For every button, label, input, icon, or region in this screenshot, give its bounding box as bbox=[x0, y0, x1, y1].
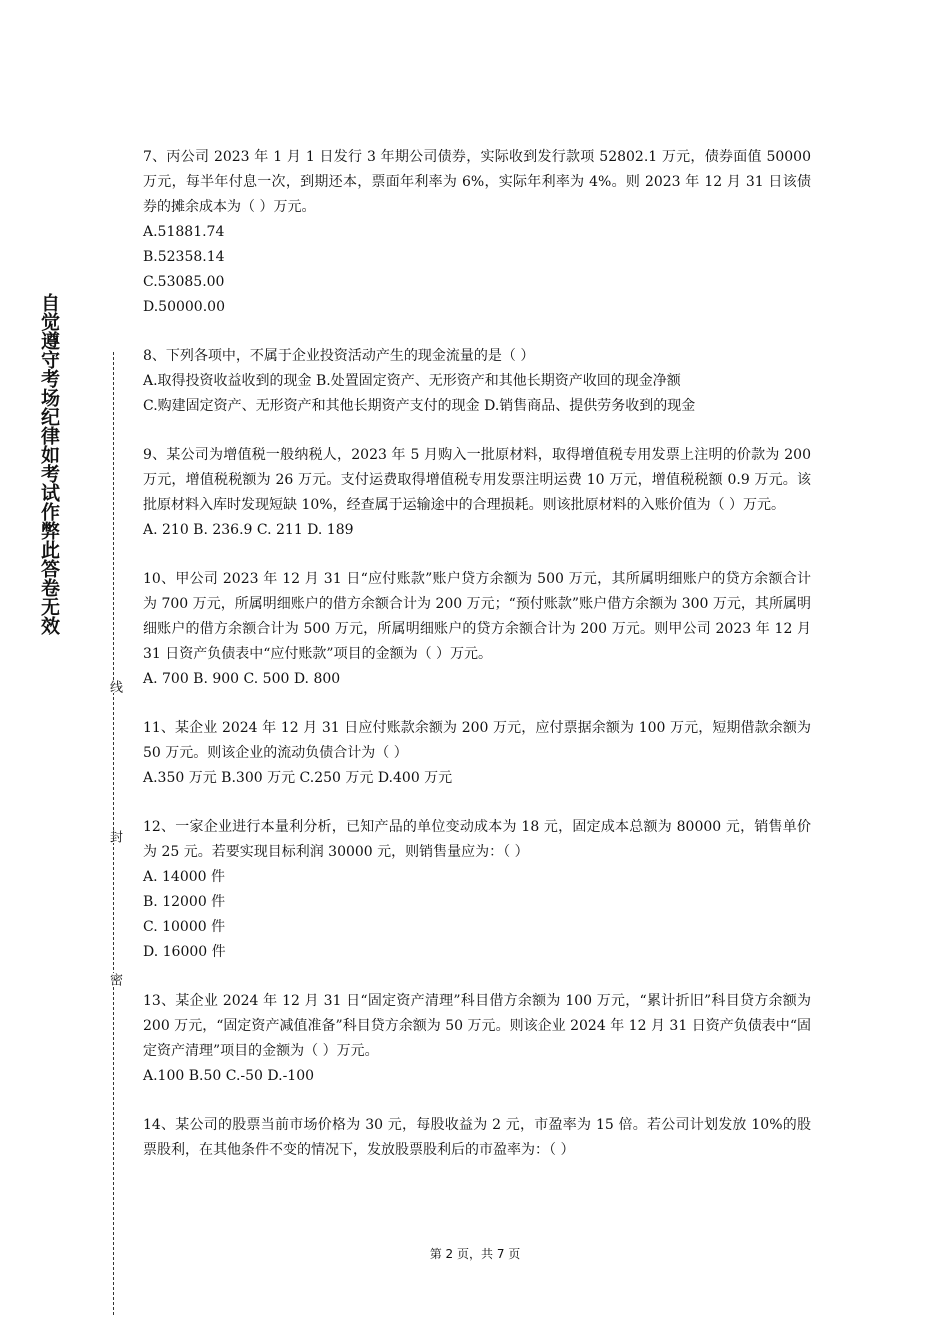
question-stem: 7、丙公司 2023 年 1 月 1 日发行 3 年期公司债券，实际收到发行款项 52802.1 万元，债券面值 50000 万元，每半年付息一次，到期还本，票面年利率为 6%，实际年利率为 4%。则 2023 年 12 月 31 日该债券的摊余成本为（ ）万元。 bbox=[143, 149, 811, 215]
binding-mark-seal: 封 bbox=[104, 830, 124, 843]
question-block bbox=[143, 1113, 811, 1163]
question-block bbox=[143, 716, 811, 791]
question-list bbox=[143, 145, 811, 1187]
question-block bbox=[143, 344, 811, 419]
question-stem: 9、某公司为增值税一般纳税人，2023 年 5 月购入一批原材料，取得增值税专用发票上注明的价款为 200 万元，增值税税额为 26 万元。支付运费取得增值税专用发票注明运费 10 万元，增值税税额 0.9 万元。该批原材料入库时发现短缺 10%，经查属于运输途中的合理损耗。则该批原材料的入账价值为（ ）万元。 bbox=[143, 447, 811, 513]
side-warning-title: 自觉遵守考场纪律如考试作弊此答卷无效 bbox=[38, 293, 60, 635]
question-stem: 13、某企业 2024 年 12 月 31 日“固定资产清理”科目借方余额为 100 万元，“累计折旧”科目贷方余额为 200 万元，“固定资产减值准备”科目贷方余额为 50 万元。则该企业 2024 年 12 月 31 日资产负债表中“固定资产清理”项目的金额为（ ）万元。 bbox=[143, 993, 811, 1059]
question-option: C.53085.00 bbox=[143, 274, 225, 290]
question-option: D. 16000 件 bbox=[143, 944, 226, 960]
question-stem: 10、甲公司 2023 年 12 月 31 日“应付账款”账户贷方余额为 500 万元，其所属明细账户的贷方余额合计为 700 万元，所属明细账户的借方余额合计为 200 万元；“预付账款”账户借方余额为 300 万元，其所属明细账户的借方余额合计为 500 万元，所属明细账户的贷方余额合计为 200 万元。则甲公司 2023 年 12 月 31 日资产负债表中“应付账款”项目的金额为（ ）万元。 bbox=[143, 571, 811, 662]
question-stem: 12、一家企业进行本量利分析，已知产品的单位变动成本为 18 元，固定成本总额为 80000 元，销售单价为 25 元。若要实现目标利润 30000 元，则销售量应为：（ ） bbox=[143, 819, 811, 860]
question-option: A. 14000 件 bbox=[143, 869, 225, 885]
question-option: B.52358.14 bbox=[143, 249, 225, 265]
question-option: A. 700 B. 900 C. 500 D. 800 bbox=[143, 671, 341, 687]
question-block bbox=[143, 145, 811, 320]
question-option: A.350 万元 B.300 万元 C.250 万元 D.400 万元 bbox=[143, 770, 453, 786]
question-block bbox=[143, 443, 811, 543]
question-block bbox=[143, 567, 811, 692]
question-stem: 14、某公司的股票当前市场价格为 30 元，每股收益为 2 元，市盈率为 15 倍。若公司计划发放 10%的股票股利，在其他条件不变的情况下，发放股票股利后的市盈率为：（ ） bbox=[143, 1117, 811, 1158]
question-option: A.取得投资收益收到的现金 B.处置固定资产、无形资产和其他长期资产收回的现金净额 bbox=[143, 373, 681, 389]
binding-mark-line: 线 bbox=[104, 680, 124, 693]
question-option: B. 12000 件 bbox=[143, 894, 226, 910]
question-block bbox=[143, 815, 811, 965]
question-option: A. 210 B. 236.9 C. 211 D. 189 bbox=[143, 522, 354, 538]
question-option: A.100 B.50 C.-50 D.-100 bbox=[143, 1068, 315, 1084]
question-stem: 11、某企业 2024 年 12 月 31 日应付账款余额为 200 万元，应付票据余额为 100 万元，短期借款余额为 50 万元。则该企业的流动负债合计为（ ） bbox=[143, 720, 811, 761]
binding-mark-secret: 密 bbox=[104, 973, 124, 986]
question-block bbox=[143, 989, 811, 1089]
page-footer: 第 2 页，共 7 页 bbox=[429, 1247, 521, 1261]
question-option: A.51881.74 bbox=[143, 224, 225, 240]
question-stem: 8、下列各项中，不属于企业投资活动产生的现金流量的是（ ） bbox=[143, 348, 535, 364]
question-option: D.50000.00 bbox=[143, 299, 225, 315]
question-option: C.购建固定资产、无形资产和其他长期资产支付的现金 D.销售商品、提供劳务收到的现金 bbox=[143, 398, 696, 414]
question-option: C. 10000 件 bbox=[143, 919, 226, 935]
